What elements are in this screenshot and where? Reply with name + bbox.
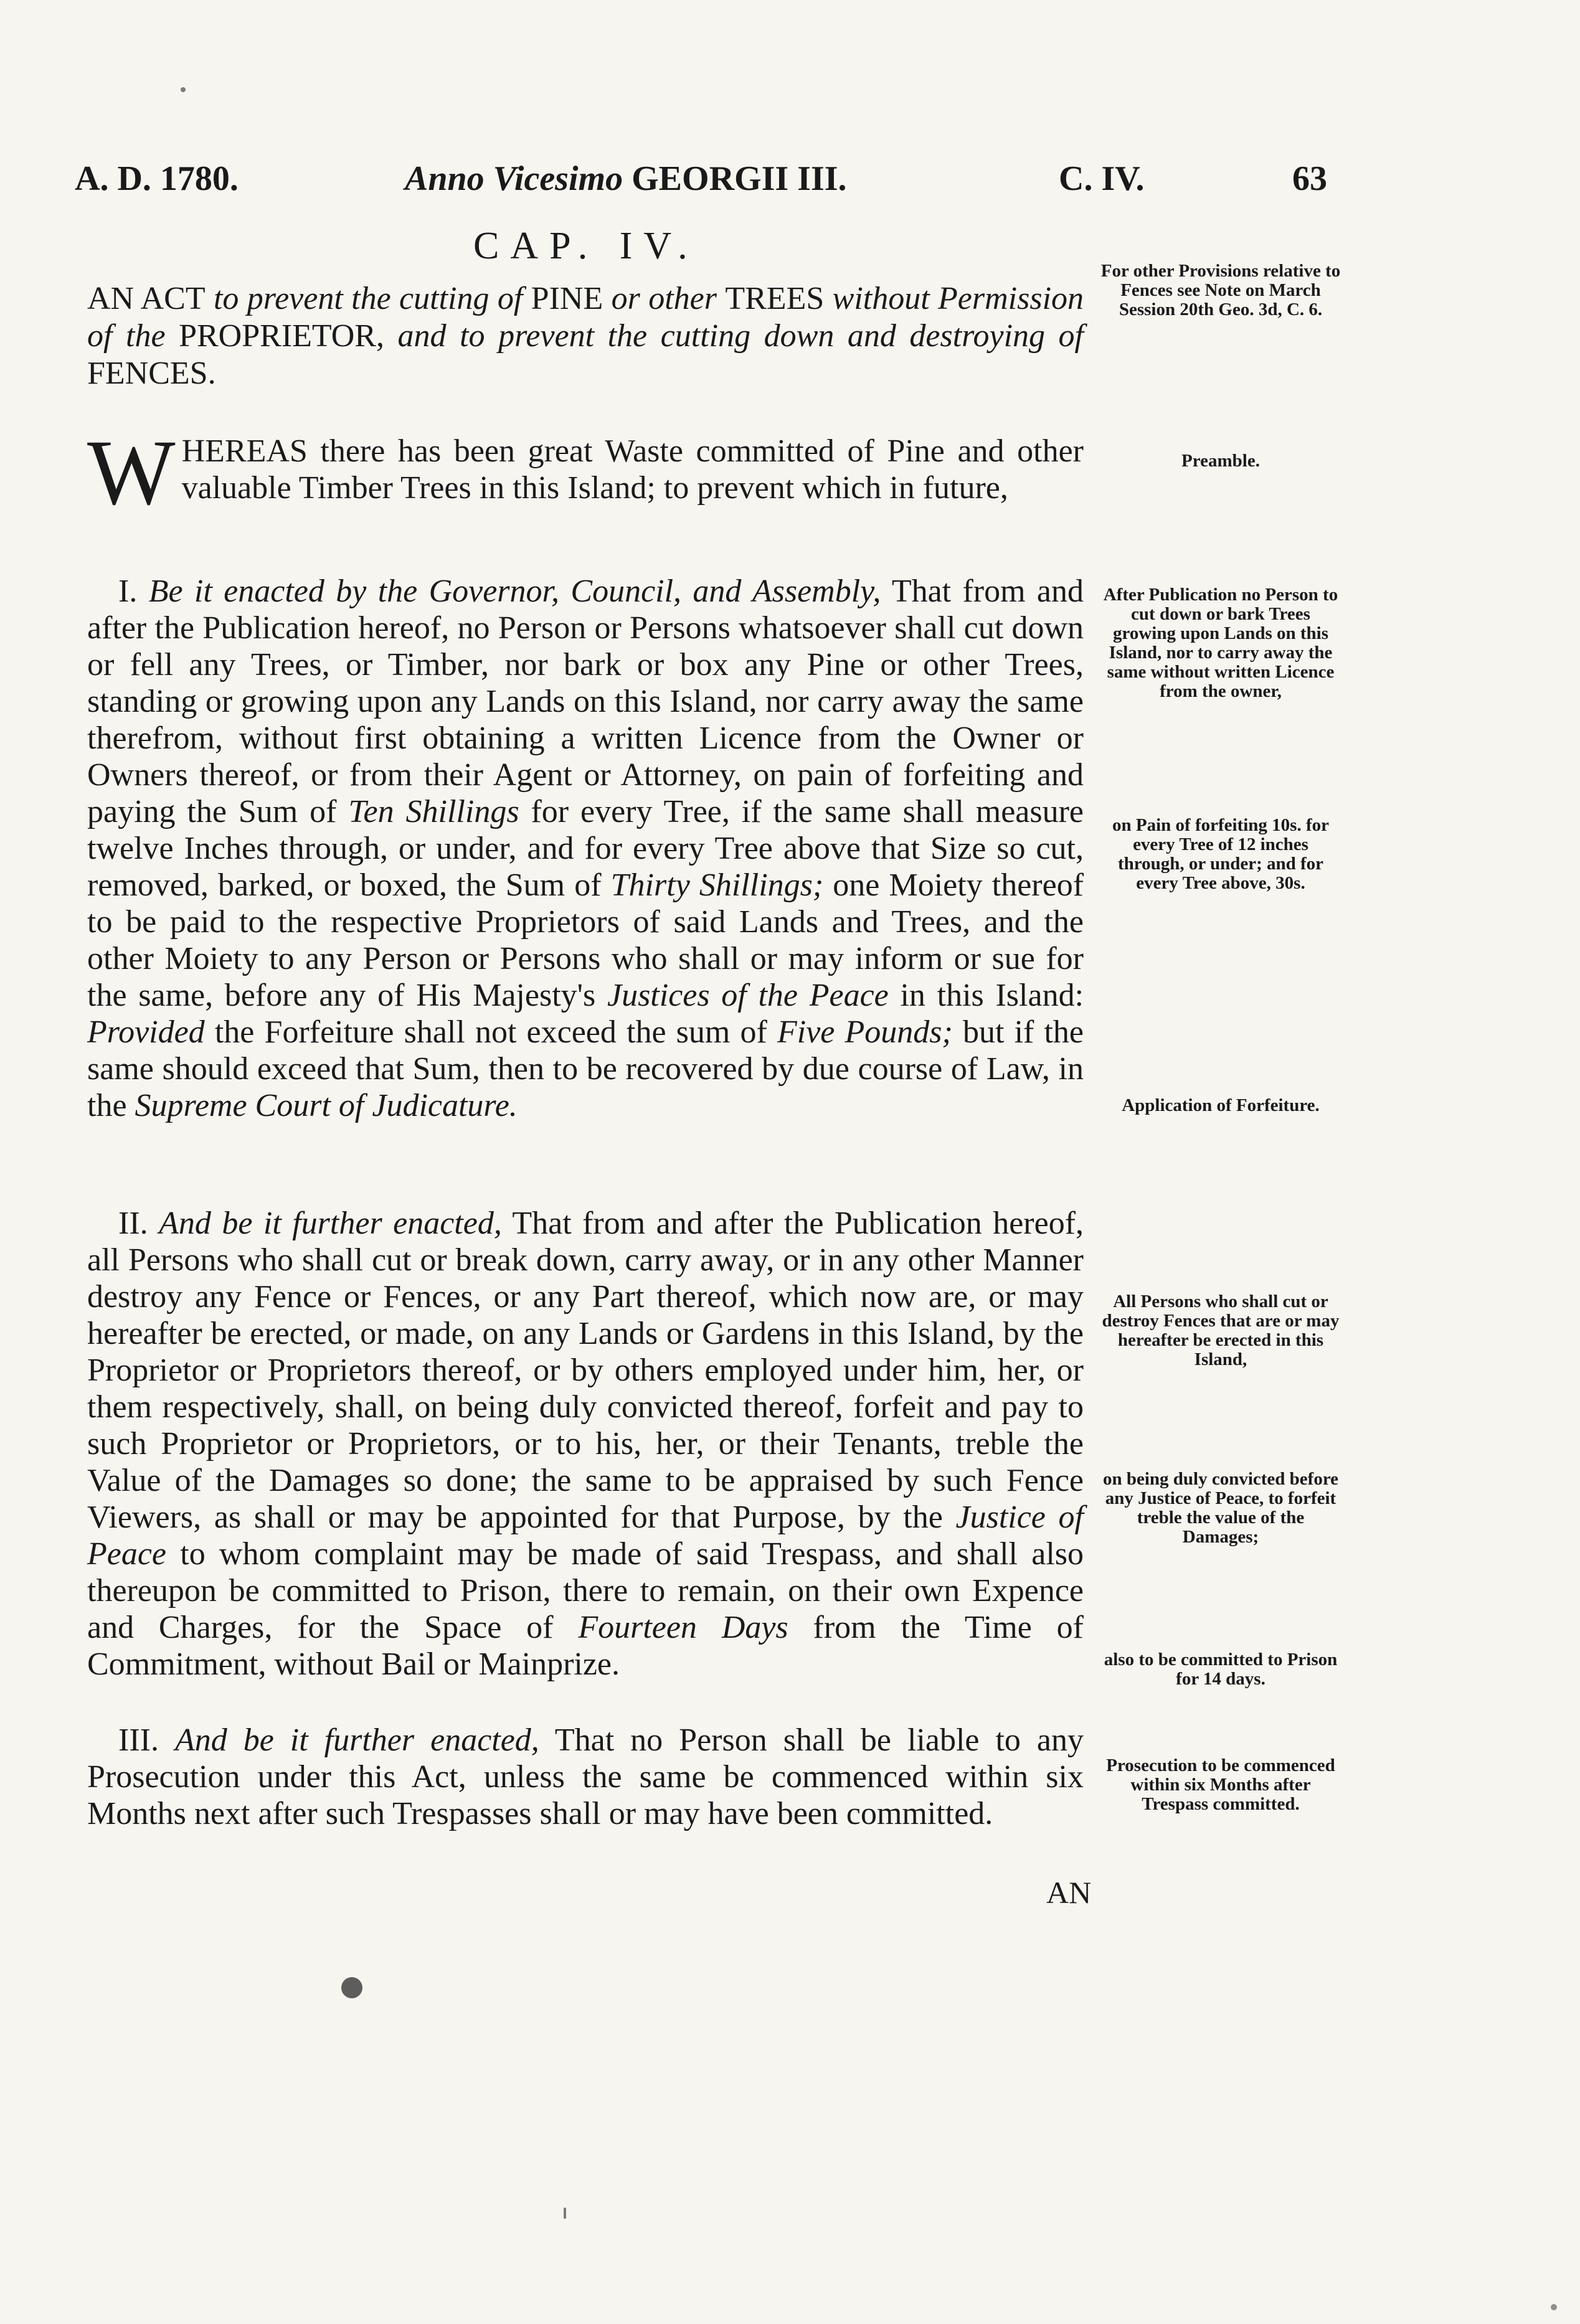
drop-capital: W: [87, 421, 176, 524]
margin-note-other-provisions: For other Provisions relative to Fences see Note on March Session 20th Geo. 3d, C. 6.: [1100, 261, 1341, 319]
margin-note-prison: also to be committed to Prison for 14 days.: [1104, 1650, 1338, 1689]
ink-speck: [181, 87, 186, 92]
margin-note-licence: After Publication no Person to cut down or bark Trees growing upon Lands on this Island, nor to carry away the same without written Licence from the owner,: [1103, 585, 1338, 701]
running-head-year: A. D. 1780.: [75, 159, 239, 198]
amount-five-pounds: Five Pounds;: [777, 1014, 953, 1050]
section-1-paragraph: [87, 573, 1084, 1124]
act-title-fences: FENCES.: [87, 356, 216, 391]
section-3: [87, 1722, 1084, 1832]
running-head-title-italic: Anno Vicesimo: [405, 159, 623, 198]
running-head-title: [405, 159, 847, 199]
section-2: [87, 1205, 1084, 1683]
provided: Provided: [87, 1014, 205, 1050]
act-title-part: or other: [611, 281, 717, 316]
section-number: I.: [118, 574, 138, 609]
fourteen-days: Fourteen Days: [578, 1610, 788, 1645]
margin-note-preamble: Preamble.: [1181, 451, 1260, 471]
margin-note-convicted: on being duly convicted before any Justice of Peace, to forfeit treble the value of the Damages;: [1102, 1469, 1339, 1547]
section-text: That no Person shall be liable to any Prosecution under this Act, unless the same be commenced within six Months next after such Trespasses shall or may have been committed.: [87, 1722, 1084, 1831]
running-head-title-caps: GEORGII III.: [632, 159, 847, 198]
running-head: [75, 159, 1333, 209]
act-title-part: and to prevent the cutting down and destroying of: [397, 318, 1084, 354]
chapter-heading: CAP. IV.: [473, 225, 699, 267]
section-text: but if the same should exceed that Sum, then to be recovered by due course of Law, in the: [87, 1014, 1084, 1123]
amount-ten-shillings: Ten Shillings: [348, 794, 519, 829]
enacting-clause: And be it further enacted,: [174, 1722, 539, 1758]
ink-speck: [1551, 2304, 1557, 2310]
act-title-pine: PINE: [531, 281, 603, 316]
justice-of-peace: Justice of Peace: [87, 1500, 1084, 1572]
margin-note-prosecution: Prosecution to be commenced within six Months after Trespass committed.: [1106, 1755, 1335, 1814]
preamble: [87, 421, 1084, 524]
catchword: AN: [1046, 1875, 1092, 1910]
section-text: the Forfeiture shall not exceed the sum of: [214, 1014, 767, 1050]
running-head-chapter: C. IV.: [1059, 159, 1145, 198]
act-title: [87, 280, 1084, 392]
section-text: one Moiety thereof to be paid to the respective Proprietors of said Lands and Trees, and the other Moiety to any Person or Persons who shall or may inform or sue for the same, before any of His Majesty's: [87, 867, 1084, 1013]
section-1: [87, 573, 1084, 1124]
margin-note-fences: All Persons who shall cut or destroy Fences that are or may hereafter be erected in this Island,: [1102, 1292, 1340, 1369]
enacting-clause: And be it further enacted,: [159, 1206, 502, 1241]
section-3-paragraph: [87, 1722, 1084, 1832]
section-text: in this Island:: [900, 978, 1084, 1013]
page-number: 63: [1292, 159, 1327, 198]
justices-of-the-peace: Justices of the Peace: [607, 978, 889, 1013]
ink-speck: [564, 2208, 566, 2219]
section-text: That from and after the Publication hereof, no Person or Persons whatsoever shall cut down or fell any Trees, or Timber, nor bark or box any Pine or other Trees, standing or growing upon any Lands on this Island, nor carry away the same therefrom, without first obtaining a written Licence from the Owner or Owners thereof, or from their Agent or Attorney, on pain of forfeiting and paying the Sum of: [87, 574, 1084, 829]
section-text: from the Time of Commitment, without Bail or Mainprize.: [87, 1610, 1084, 1682]
supreme-court: Supreme Court of Judicature.: [135, 1088, 518, 1123]
act-title-proprietor: PROPRIETOR,: [179, 318, 384, 354]
margin-note-application: Application of Forfeiture.: [1122, 1095, 1320, 1115]
margin-note-forfeiting: on Pain of forfeiting 10s. for every Tree of 12 inches through, or under; and for every Tree above, 30s.: [1112, 815, 1329, 893]
section-number: III.: [118, 1722, 159, 1758]
section-text: for every Tree, if the same shall measure twelve Inches through, or under, and for every Tree above that Size so cut, removed, barked, or boxed, the Sum of: [87, 794, 1084, 903]
act-title-part: without Permission of the: [87, 281, 1084, 354]
preamble-text: HEREAS there has been great Waste committed of Pine and other valuable Timber Trees in this Island; to prevent which in future,: [181, 433, 1084, 506]
section-text: That from and after the Publication hereof, all Persons who shall cut or break down, carry away, or in any other Manner destroy any Fence or Fences, or any Part thereof, which now are, or may hereafter be erected, or made, on any Lands or Gardens in this Island, by the Proprietor or Proprietors thereof, or by others employed under him, her, or them respectively, shall, on being duly convicted thereof, forfeit and pay to such Proprietor or Proprietors, or to his, her, or their Tenants, treble the Value of the Damages so done; the same to be appraised by such Fence Viewers, as shall or may be appointed for that Purpose, by the: [87, 1206, 1084, 1535]
act-title-an-act: AN ACT: [87, 281, 206, 316]
section-text: to whom complaint may be made of said Trespass, and shall also thereupon be committed to Prison, there to remain, on their own Expence and Charges, for the Space of: [87, 1536, 1084, 1645]
section-number: II.: [118, 1206, 148, 1241]
amount-thirty-shillings: Thirty Shillings;: [610, 867, 824, 903]
enacting-clause: Be it enacted by the Governor, Council, and Assembly,: [148, 574, 881, 609]
section-2-paragraph: [87, 1205, 1084, 1683]
act-title-trees: TREES: [725, 281, 825, 316]
ink-blot: [341, 1977, 362, 1998]
act-title-part: to prevent the cutting of: [213, 281, 523, 316]
